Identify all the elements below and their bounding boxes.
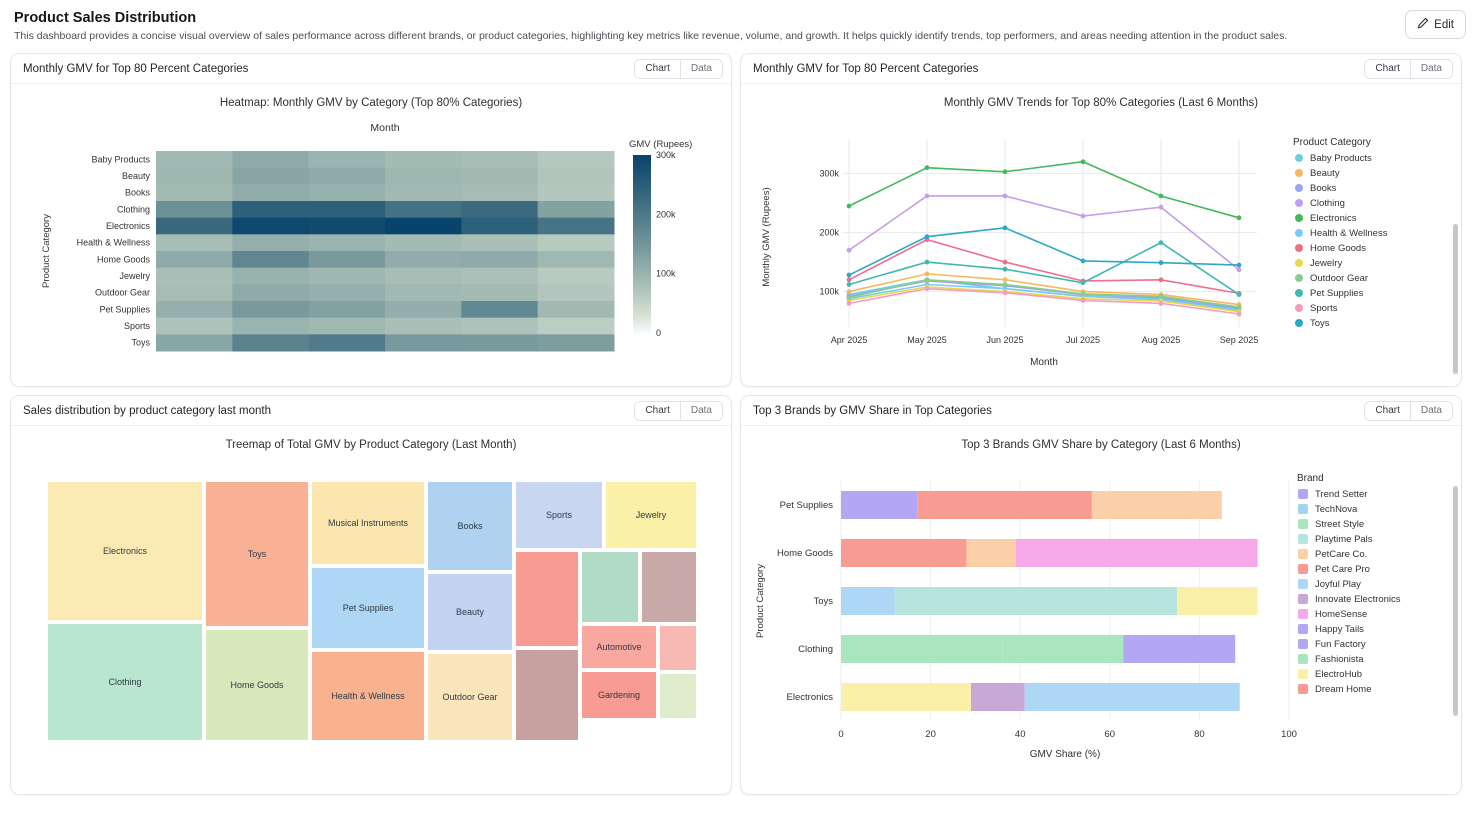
svg-text:300k: 300k [656,150,676,161]
svg-text:Toys: Toys [813,596,833,608]
card-title: Monthly GMV for Top 80 Percent Categories [23,62,249,75]
card-line [740,53,1462,387]
svg-text:Beauty: Beauty [121,171,150,182]
svg-text:Sports: Sports [1310,303,1338,315]
card-stacked-bar [740,395,1462,795]
svg-text:Sep 2025: Sep 2025 [1219,335,1259,346]
svg-text:Pet Supplies: Pet Supplies [1310,288,1364,300]
view-toggle[interactable] [1364,401,1453,421]
svg-text:100k: 100k [656,268,676,279]
svg-text:Fashionista: Fashionista [1315,654,1364,666]
svg-text:Toys: Toys [247,549,267,560]
card-body [741,84,1461,386]
svg-text:Baby Products: Baby Products [91,154,150,165]
svg-text:100: 100 [1281,729,1297,741]
svg-text:Toys: Toys [1310,318,1330,330]
page-title: Product Sales Distribution [14,10,197,26]
svg-text:Baby Products: Baby Products [1310,153,1372,165]
tab-chart[interactable]: Chart [635,402,679,420]
svg-text:200k: 200k [819,227,839,238]
svg-text:Musical Instruments: Musical Instruments [327,518,409,529]
svg-text:HomeSense: HomeSense [1315,609,1368,621]
svg-text:Home Goods: Home Goods [96,254,150,265]
svg-text:Playtime Pals: Playtime Pals [1315,534,1373,546]
svg-text:Product Category: Product Category [755,564,766,639]
svg-text:20: 20 [925,729,936,741]
view-toggle[interactable] [634,59,723,79]
scrollbar-vertical[interactable] [1453,486,1458,716]
svg-text:ElectroHub: ElectroHub [1315,669,1362,681]
svg-text:Pet Care Pro: Pet Care Pro [1315,564,1370,576]
edit-button[interactable] [1405,10,1466,39]
scrollbar-vertical[interactable] [1453,224,1458,374]
svg-text:Sports: Sports [123,321,150,332]
svg-text:Month: Month [370,122,400,135]
svg-text:Books: Books [457,521,483,532]
svg-text:TechNova: TechNova [1315,504,1358,516]
pencil-icon [1417,17,1429,32]
page-description: This dashboard provides a concise visual overview of sales performance across different brands, or product categories, highlighting key metrics like revenue, volume, and growth. It helps quickly identify trends, top performers, and areas needing attention in the product sales. [14,30,1288,42]
svg-text:0: 0 [656,328,662,339]
card-header [741,396,1461,426]
tab-data[interactable]: Data [1410,402,1452,420]
tab-chart[interactable]: Chart [635,60,679,78]
svg-text:Electronics: Electronics [1310,213,1357,225]
svg-text:40: 40 [1014,729,1026,741]
svg-text:Jewelry: Jewelry [119,271,150,282]
svg-text:Outdoor Gear: Outdoor Gear [442,692,498,703]
svg-text:Electronics: Electronics [786,692,833,704]
card-body [11,426,731,794]
svg-text:Automotive: Automotive [596,642,642,653]
svg-text:Brand: Brand [1297,473,1324,485]
svg-text:Joyful Play: Joyful Play [1315,579,1361,591]
svg-text:Gardening: Gardening [597,690,641,701]
svg-text:0: 0 [838,729,844,741]
card-heatmap [10,53,732,387]
svg-text:Innovate Electronics: Innovate Electronics [1315,594,1401,606]
svg-text:Aug 2025: Aug 2025 [1141,335,1181,346]
svg-text:Product Category: Product Category [1293,137,1371,149]
svg-text:Beauty: Beauty [1310,168,1340,180]
svg-text:Pet Supplies: Pet Supplies [779,500,833,512]
card-body [11,84,731,386]
svg-text:Jewelry: Jewelry [1310,258,1343,270]
svg-text:Product Category: Product Category [41,214,52,289]
svg-text:Jun 2025: Jun 2025 [986,335,1024,346]
chart-title: Treemap of Total GMV by Product Category (Last Month) [225,439,517,452]
svg-text:300k: 300k [819,168,839,179]
view-toggle[interactable] [1364,59,1453,79]
svg-text:Sports: Sports [545,510,573,521]
svg-text:Pet Supplies: Pet Supplies [342,603,394,614]
svg-text:60: 60 [1104,729,1116,741]
tab-chart[interactable]: Chart [1365,60,1409,78]
tab-data[interactable]: Data [680,402,722,420]
card-title: Sales distribution by product category last month [23,404,272,417]
svg-text:Clothing: Clothing [798,644,833,656]
svg-text:Home Goods: Home Goods [777,548,833,560]
svg-text:Outdoor Gear: Outdoor Gear [1310,273,1369,285]
card-header [741,54,1461,84]
svg-text:Clothing: Clothing [108,677,142,688]
tab-data[interactable]: Data [680,60,722,78]
svg-text:Clothing: Clothing [1310,198,1345,210]
svg-text:GMV (Rupees): GMV (Rupees) [629,139,693,151]
svg-text:Trend Setter: Trend Setter [1315,489,1368,501]
svg-text:Beauty: Beauty [455,607,485,618]
svg-text:Home Goods: Home Goods [230,680,284,691]
dashboard-grid [10,53,1470,795]
svg-text:Jewelry: Jewelry [635,510,667,521]
treemap-chart [11,451,731,781]
svg-text:200k: 200k [656,209,676,220]
line-chart [741,109,1457,381]
card-title: Monthly GMV for Top 80 Percent Categories [753,62,979,75]
card-header [11,396,731,426]
svg-text:Health & Wellness: Health & Wellness [1310,228,1388,240]
view-toggle[interactable] [634,401,723,421]
svg-text:Fun Factory: Fun Factory [1315,639,1366,651]
svg-text:Books: Books [1310,183,1337,195]
card-body [741,426,1461,794]
card-title: Top 3 Brands by GMV Share in Top Categories [753,404,992,417]
page-header [10,8,1470,49]
svg-text:Apr 2025: Apr 2025 [830,335,868,346]
chart-title: Top 3 Brands GMV Share by Category (Last 6 Months) [961,439,1241,452]
svg-text:Books: Books [124,187,150,198]
svg-text:Month: Month [1030,357,1058,369]
tab-data[interactable]: Data [1410,60,1452,78]
svg-text:80: 80 [1194,729,1205,741]
svg-text:Happy Tails: Happy Tails [1315,624,1364,636]
svg-text:Street Style: Street Style [1315,519,1365,531]
card-treemap [10,395,732,795]
svg-text:GMV Share (%): GMV Share (%) [1029,749,1101,761]
stacked-bar-chart [741,451,1457,781]
svg-text:May 2025: May 2025 [907,335,947,346]
svg-text:Home Goods: Home Goods [1310,243,1366,255]
svg-text:Electronics: Electronics [105,221,150,232]
svg-text:100k: 100k [819,286,839,297]
svg-text:PetCare Co.: PetCare Co. [1315,549,1368,561]
svg-text:Toys: Toys [131,337,150,348]
chart-title: Heatmap: Monthly GMV by Category (Top 80% Categories) [219,97,523,110]
svg-text:Dream Home: Dream Home [1315,684,1372,696]
tab-chart[interactable]: Chart [1365,402,1409,420]
svg-text:Electronics: Electronics [102,546,148,557]
card-header [11,54,731,84]
svg-text:Clothing: Clothing [116,204,150,215]
svg-text:Health & Wellness: Health & Wellness [331,691,405,702]
svg-text:Health & Wellness: Health & Wellness [76,237,150,248]
chart-title: Monthly GMV Trends for Top 80% Categories (Last 6 Months) [943,97,1259,110]
svg-text:Outdoor Gear: Outdoor Gear [94,287,150,298]
svg-text:Pet Supplies: Pet Supplies [99,304,150,315]
heatmap-chart [11,109,731,381]
svg-text:Jul 2025: Jul 2025 [1065,335,1101,346]
svg-text:Monthly GMV (Rupees): Monthly GMV (Rupees) [761,187,772,287]
edit-button-label: Edit [1434,18,1454,31]
